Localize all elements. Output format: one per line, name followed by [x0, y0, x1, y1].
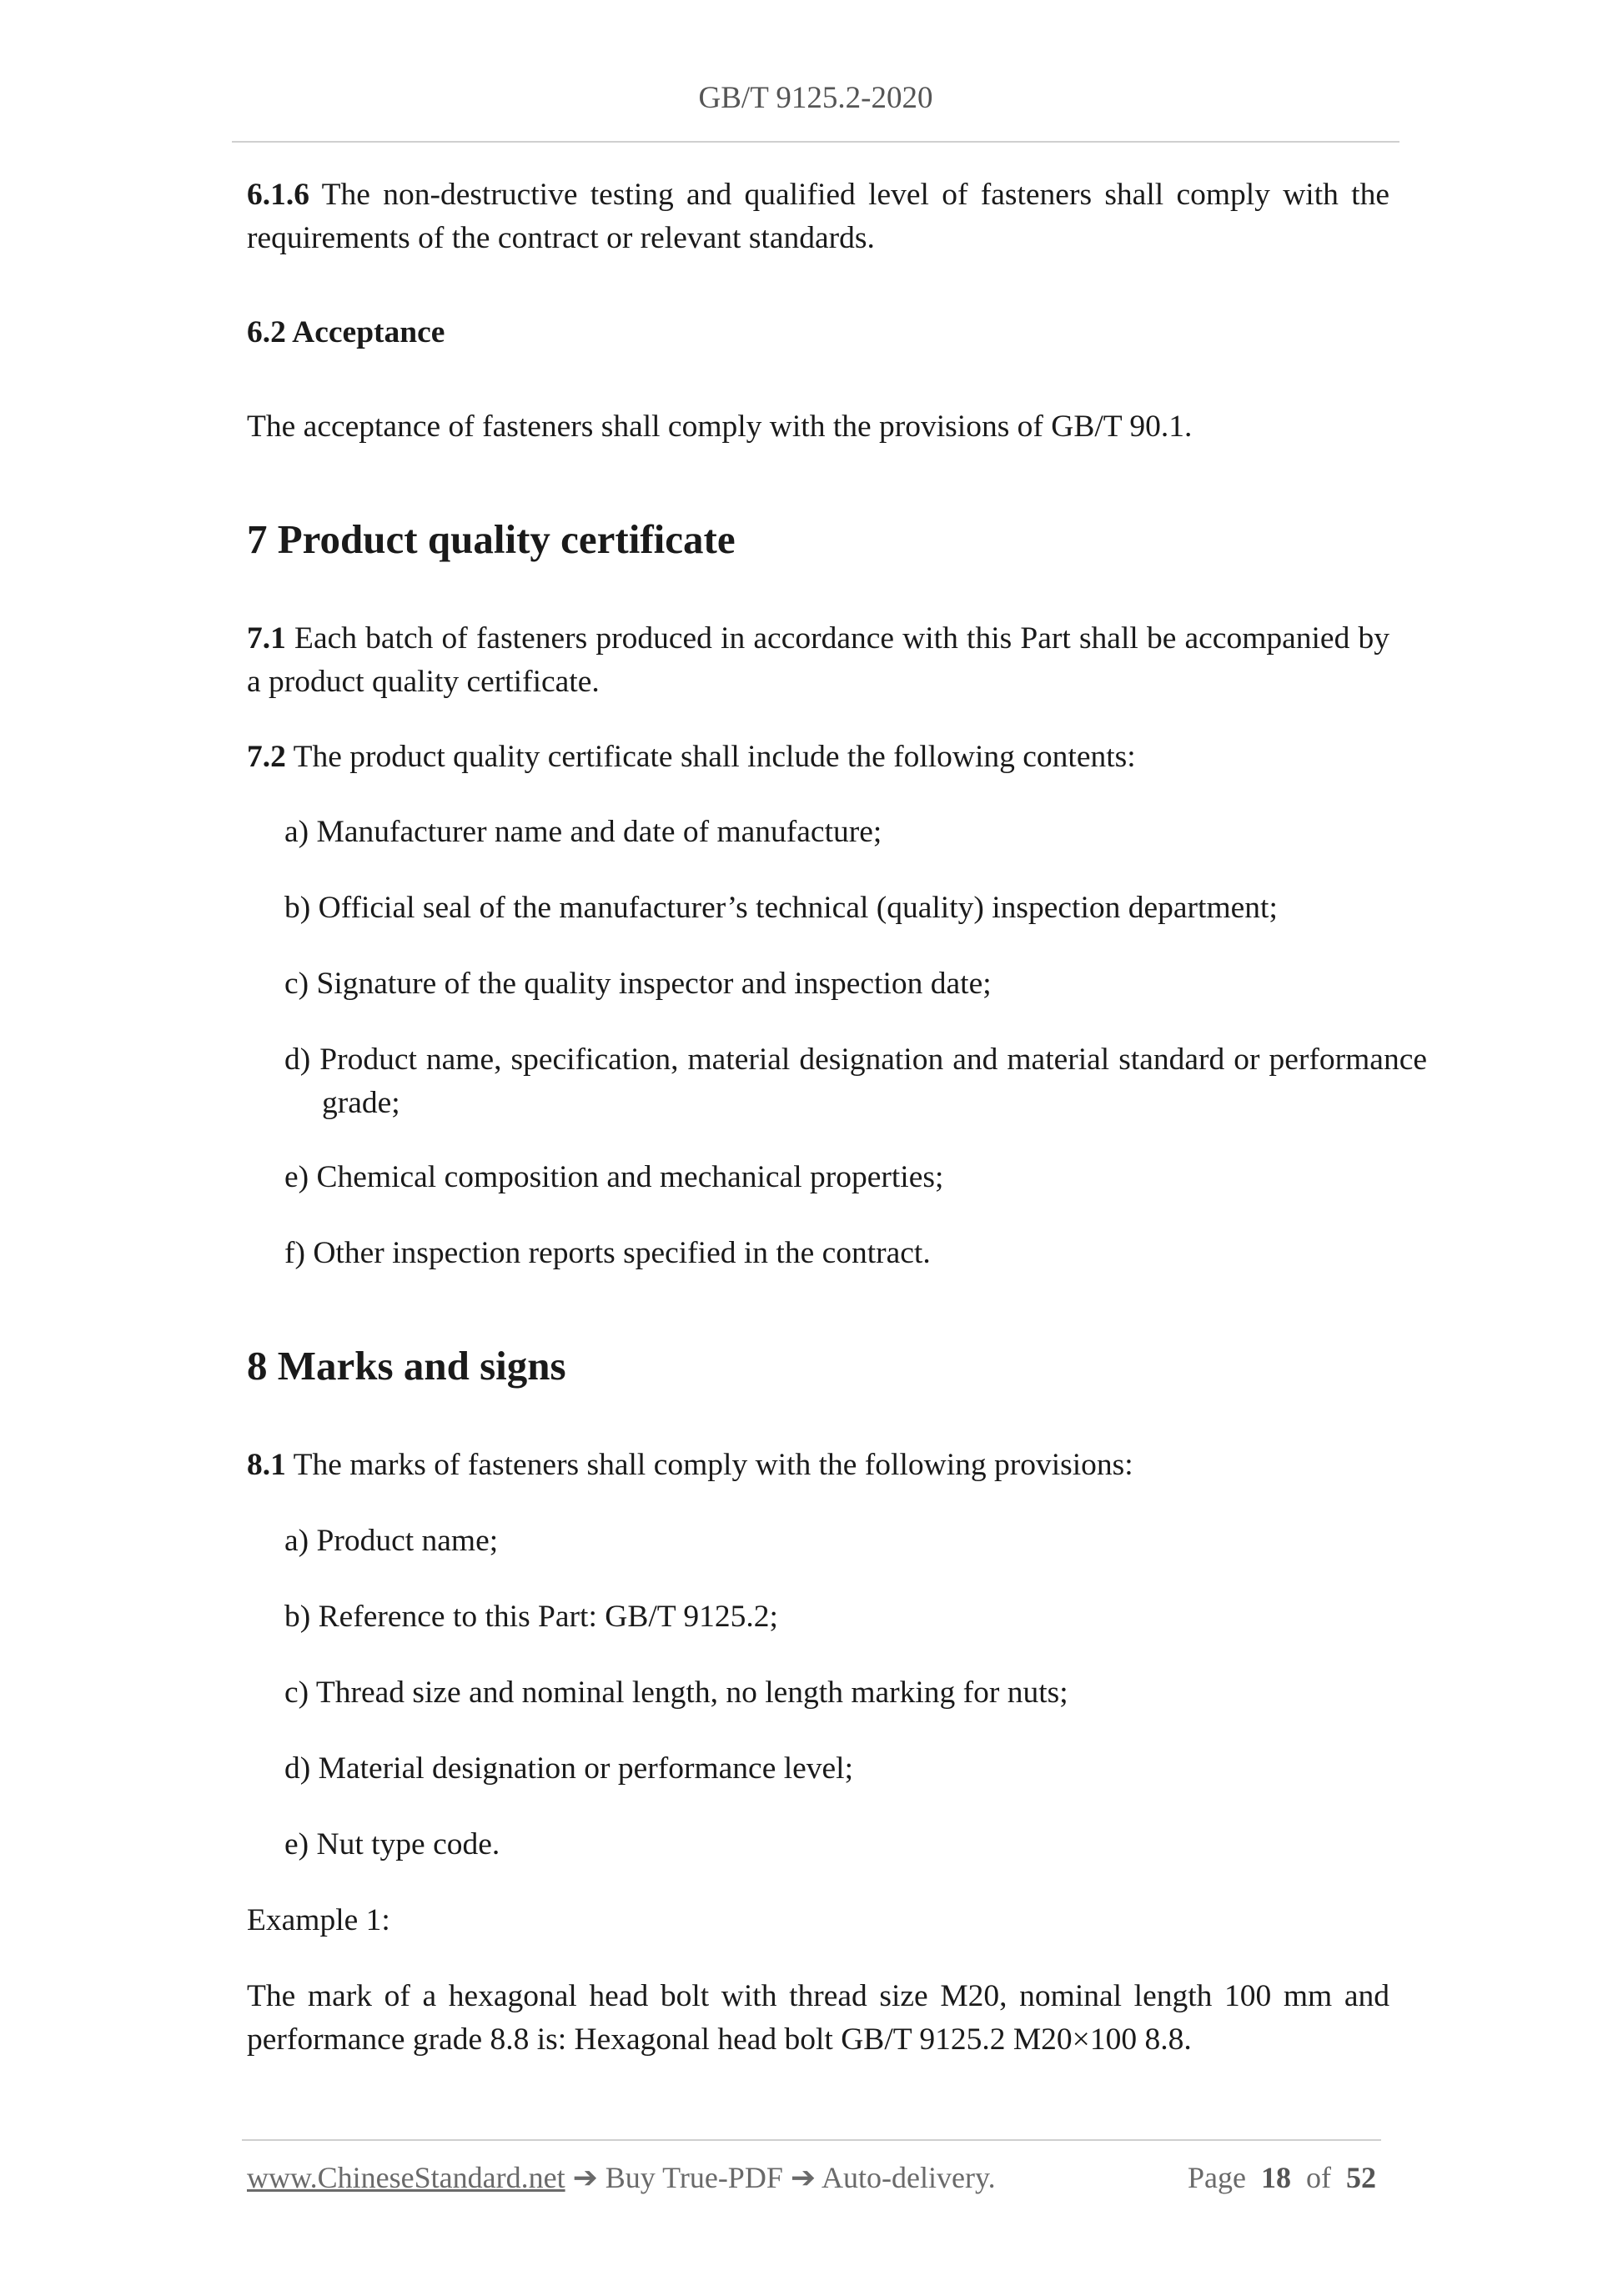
heading-7: 7 Product quality certificate — [247, 516, 736, 562]
acceptance-text: The acceptance of fasteners shall comply with the provisions of GB/T 90.1. — [247, 409, 1193, 444]
arrow-icon: ➔ — [572, 2161, 598, 2194]
clause-text: Each batch of fasteners produced in accordance with this Part shall be accompanied by a product quality certificate. — [247, 621, 1389, 699]
list-item: f) Other inspection reports specified in the contract. — [284, 1236, 931, 1270]
heading-8: 8 Marks and signs — [247, 1343, 566, 1389]
heading-6-2: 6.2 Acceptance — [247, 315, 445, 349]
list-item: a) Product name; — [284, 1524, 499, 1558]
clause-text: The non-destructive testing and qualified level of fasteners shall comply with the requirements of the contract or relevant standards. — [247, 178, 1389, 255]
page-indicator — [1188, 2160, 1376, 2195]
buy-text: Buy True-PDF — [597, 2161, 791, 2194]
list-item: d) Product name, specification, material designation and material standard or performance grade; — [284, 1042, 1427, 1120]
example-text: The mark of a hexagonal head bolt with thread size M20, nominal length 100 mm and performance grade 8.8 is: Hexagonal head bolt GB/T 9125.2 M20×100 8.8. — [247, 1979, 1389, 2057]
clause-text: The marks of fasteners shall comply with the following provisions: — [285, 1448, 1133, 1482]
list-item: c) Signature of the quality inspector and inspection date; — [284, 967, 992, 1001]
clause-number: 7.1 — [247, 621, 286, 656]
delivery-text: Auto-delivery. — [816, 2161, 996, 2194]
clause-number: 8.1 — [247, 1448, 286, 1482]
footer-divider — [242, 2139, 1381, 2141]
page-label: Page — [1188, 2161, 1246, 2194]
list-item: a) Manufacturer name and date of manufacture; — [284, 815, 882, 849]
list-item: c) Thread size and nominal length, no length marking for nuts; — [284, 1676, 1068, 1710]
list-item: b) Reference to this Part: GB/T 9125.2; — [284, 1600, 778, 1634]
clause-text: The product quality certificate shall include the following contents: — [285, 740, 1136, 774]
clause-7-1 — [247, 617, 1389, 704]
clause-6-1-6 — [247, 173, 1389, 260]
page-header — [232, 80, 1399, 143]
list-item: e) Chemical composition and mechanical properties; — [284, 1160, 944, 1194]
clause-number: 7.2 — [247, 740, 286, 774]
clause-number: 6.1.6 — [247, 178, 309, 212]
list-item: e) Nut type code. — [284, 1827, 500, 1861]
document-code: GB/T 9125.2-2020 — [698, 81, 933, 115]
website-link[interactable]: www.ChineseStandard.net — [247, 2161, 565, 2194]
footer-promo — [247, 2160, 996, 2195]
clause-7-2 — [247, 736, 1389, 779]
arrow-icon: ➔ — [790, 2161, 817, 2194]
of-label: of — [1306, 2161, 1331, 2194]
page-total: 52 — [1346, 2161, 1376, 2194]
clause-8-1 — [247, 1444, 1389, 1487]
page-number: 18 — [1261, 2161, 1291, 2194]
list-item: b) Official seal of the manufacturer’s technical (quality) inspection department; — [284, 891, 1278, 925]
example-label: Example 1: — [247, 1903, 390, 1937]
list-item: d) Material designation or performance level; — [284, 1751, 854, 1786]
